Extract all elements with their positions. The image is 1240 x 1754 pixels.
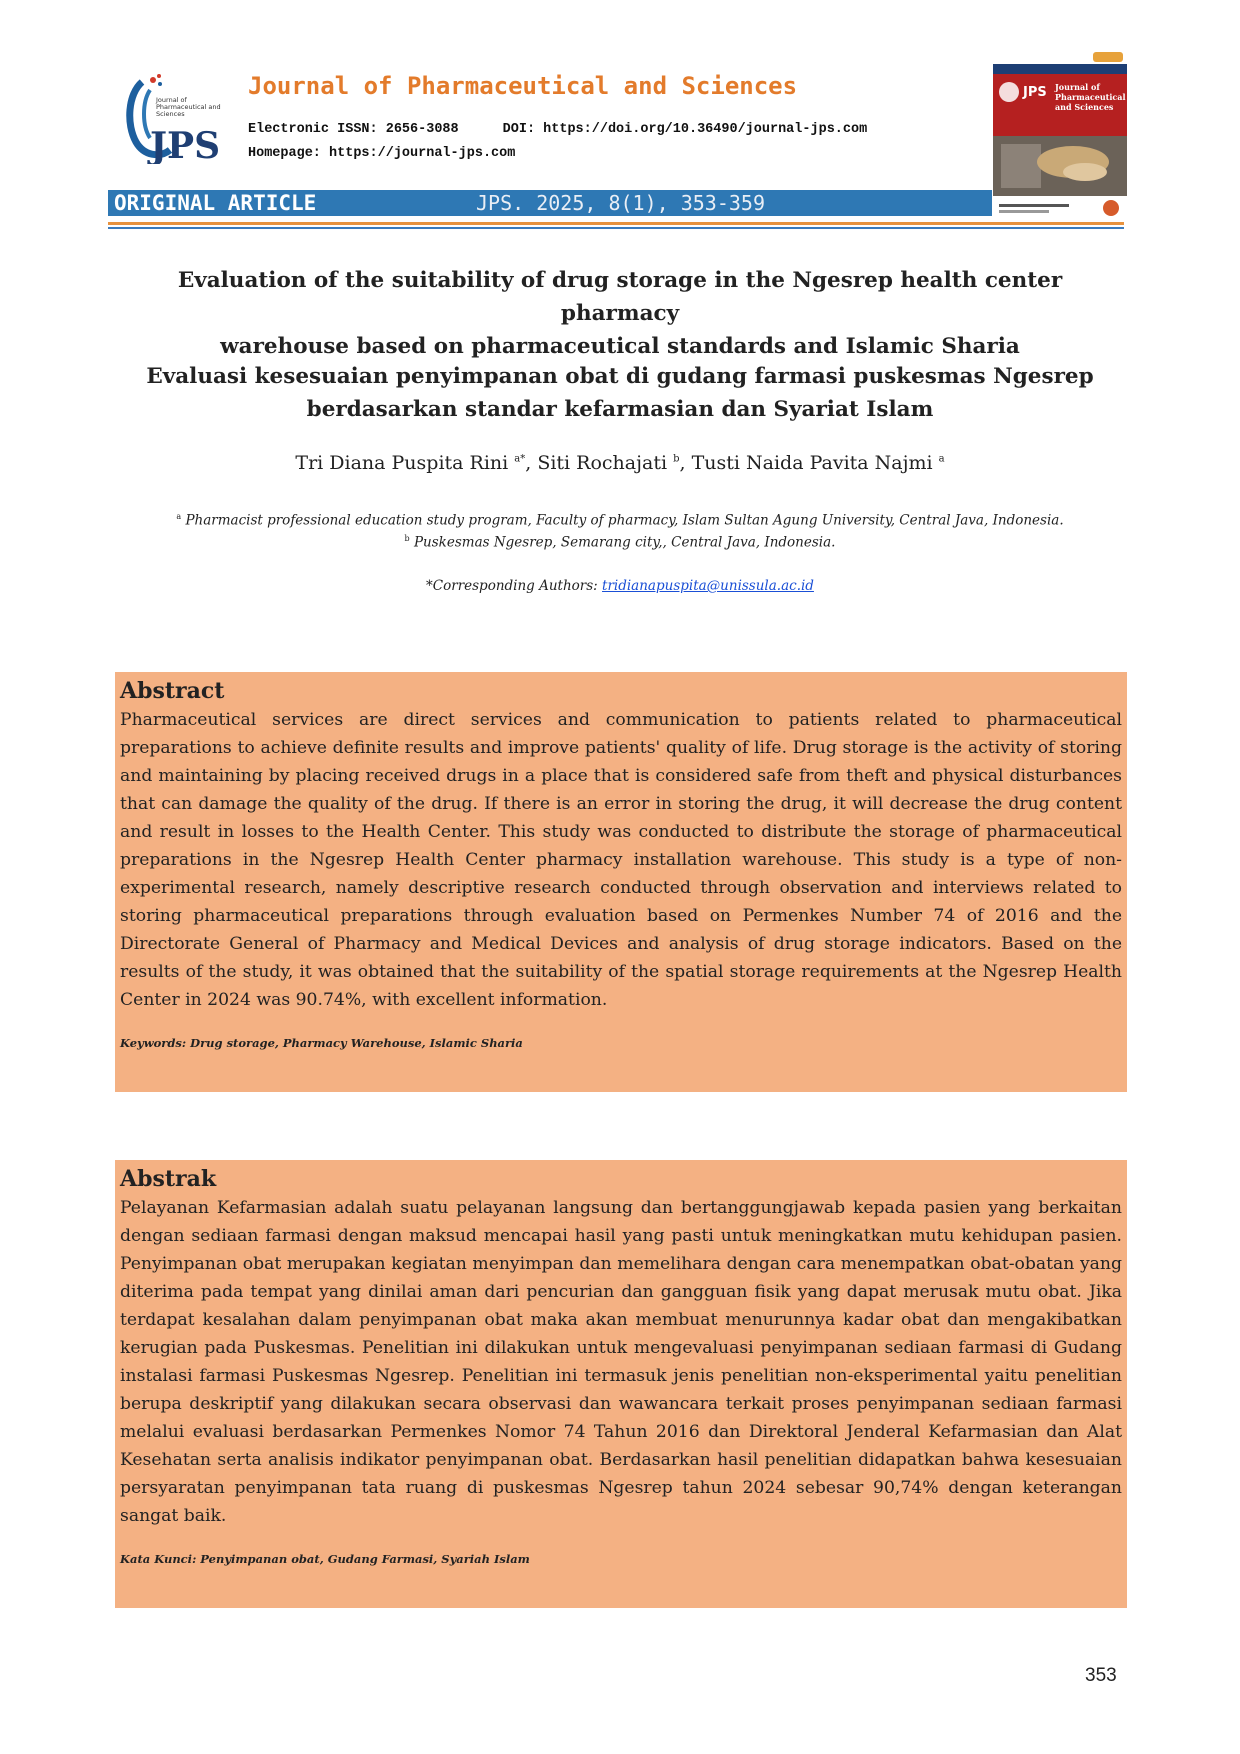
abstrak-body: Pelayanan Kefarmasian adalah suatu pelayanan langsung dan bertanggungjawab kepada pasien yang berkaitan dengan sediaan farmasi dengan maksud mencapai hasil yang pasti untuk meningkatkan mutu kehidupan pasien. Penyimpanan obat merupakan kegiatan menyimpan dan memelihara dengan cara menempatkan obat-obatan yang diterima pada tempat yang dinilai aman dari pencurian dan gangguan fisik yang dapat merusak mutu obat. Jika terdapat kesalahan dalam penyimpanan obat maka akan membuat menurunnya kadar obat dan mengakibatkan kerugian pada Puskesmas. Penelitian ini dilakukan untuk mengevaluasi penyimpanan sediaan farmasi di Gudang instalasi farmasi Puskesmas Ngesrep. Penelitian ini termasuk jenis penelitian non-eksperimental yaitu penelitian berupa deskriptif yang dilakukan secara observasi dan wawancara terkait proses penyimpanan sediaan farmasi melalui evaluasi berdasarkan Permenkes Nomor 74 Tahun 2016 dan Direktoral Jenderal Kefarmasian dan Alat Kesehatan serta analisis indikator penyimpanan obat. Berdasarkan hasil penelitian didapatkan bahwa kesesuaian persyaratan penyimpanan tata ruang di puskesmas Ngesrep tahun 2024 sebesar 90,74% dengan keterangan sangat baik.: [120, 1198, 1122, 1526]
svg-text:Journal of Pharmaceutica: Journal of Pharmaceutical and Sciences: [1055, 82, 1126, 112]
logo-label: JPS: [150, 125, 221, 164]
journal-title: Journal of Pharmaceutical and Sciences: [248, 72, 798, 100]
author-separator: ,: [525, 452, 538, 474]
title-indonesian-line-2: berdasarkan standar kefarmasian dan Syariat Islam: [306, 397, 934, 422]
affiliation-a: [130, 512, 1110, 529]
keywords: [120, 1036, 1122, 1050]
affiliation-mark: a: [176, 512, 182, 521]
keywords-label: Keywords: [120, 1036, 182, 1050]
title-english: [130, 264, 1110, 363]
abstract-english-box: [115, 672, 1127, 1092]
affiliation-b: [130, 534, 1110, 551]
cover-badge: JPS: [1023, 85, 1047, 100]
author-affiliation-mark: a: [938, 453, 945, 465]
affiliation-text: Pharmacist professional education study program, Faculty of pharmacy, Islam Sultan Agung University, Central Java, Indonesia.: [185, 512, 1064, 529]
header-rule-orange: [108, 222, 1124, 225]
abstract-heading: Abstract: [120, 678, 225, 704]
title-english-line-2: warehouse based on pharmaceutical standards and Islamic Sharia: [220, 334, 1020, 359]
author-name: Tri Diana Puspita Rini: [295, 452, 509, 474]
abstract-body: Pharmaceutical services are direct services and communication to patients related to pharmaceutical preparations to achieve definite results and improve patients' quality of life. Drug storage is the activity of storing and maintaining by placing received drugs in a place that is considered safe from theft and physical disturbances that can damage the quality of the drug. If there is an error in storing the drug, it will decrease the drug content and result in losses to the Health Center. This study was conducted to distribute the storage of pharmaceutical preparations in the Ngesrep Health Center pharmacy installation warehouse. This study is a type of non-experimental research, namely descriptive research conducted through observation and interviews related to storing pharmaceutical preparations through evaluation based on Permenkes Number 74 of 2016 and the Directorate General of Pharmacy and Medical Devices and analysis of drug storage indicators. Based on the results of the study, it was obtained that the suitability of the spatial storage requirements at the Ngesrep Health Center in 2024 was 90.74%, with excellent information.: [120, 710, 1122, 1010]
keywords-list: : Drug storage, Pharmacy Warehouse, Islamic Sharia: [181, 1036, 523, 1050]
title-indonesian-line-1: Evaluasi kesesuaian penyimpanan obat di gudang farmasi puskesmas Ngesrep: [146, 364, 1094, 389]
title-english-line-1: Evaluation of the suitability of drug storage in the Ngesrep health center pharmacy: [177, 268, 1063, 326]
author-name: Tusti Naida Pavita Najmi: [691, 452, 933, 474]
corresponding-author: [130, 578, 1110, 594]
author-affiliation-mark: b: [673, 453, 680, 465]
svg-text:Journal of Pharmaceutica: Journal of Pharmaceutical and Sciences: [156, 96, 221, 118]
homepage-link[interactable]: Homepage: https://journal-jps.com: [248, 146, 516, 161]
kata-kunci-label: Kata Kunci: [120, 1552, 193, 1566]
journal-logo: [120, 72, 230, 164]
journal-cover-thumbnail: [993, 50, 1127, 222]
title-indonesian: [130, 360, 1110, 426]
abstract-indonesian-box: [115, 1160, 1127, 1608]
corresponding-email-link[interactable]: tridianapuspita@unissula.ac.id: [602, 578, 814, 594]
doi-link[interactable]: DOI: https://doi.org/10.36490/journal-jps.com: [502, 122, 868, 137]
kata-kunci-list: : Penyimpanan obat, Gudang Farmasi, Syariah Islam: [192, 1552, 530, 1566]
author-name: Siti Rochajati: [537, 452, 668, 474]
author-affiliation-mark: a*: [514, 453, 526, 465]
corresponding-label: *Corresponding Authors:: [426, 578, 603, 594]
affiliation-mark: b: [404, 534, 410, 543]
author-list: [130, 452, 1110, 474]
header-rule-blue: [108, 227, 1124, 229]
issn: Electronic ISSN: 2656-3088: [248, 122, 459, 137]
article-type: ORIGINAL ARTICLE: [114, 191, 317, 215]
article-citation: JPS. 2025, 8(1), 353-359: [476, 191, 765, 215]
page-number: 353: [1085, 1665, 1117, 1686]
kata-kunci: [120, 1552, 1122, 1566]
issn-doi-line: [248, 122, 867, 137]
abstrak-heading: Abstrak: [120, 1166, 217, 1192]
author-separator: ,: [679, 452, 692, 474]
affiliation-text: Puskesmas Ngesrep, Semarang city,, Central Java, Indonesia.: [413, 534, 836, 551]
